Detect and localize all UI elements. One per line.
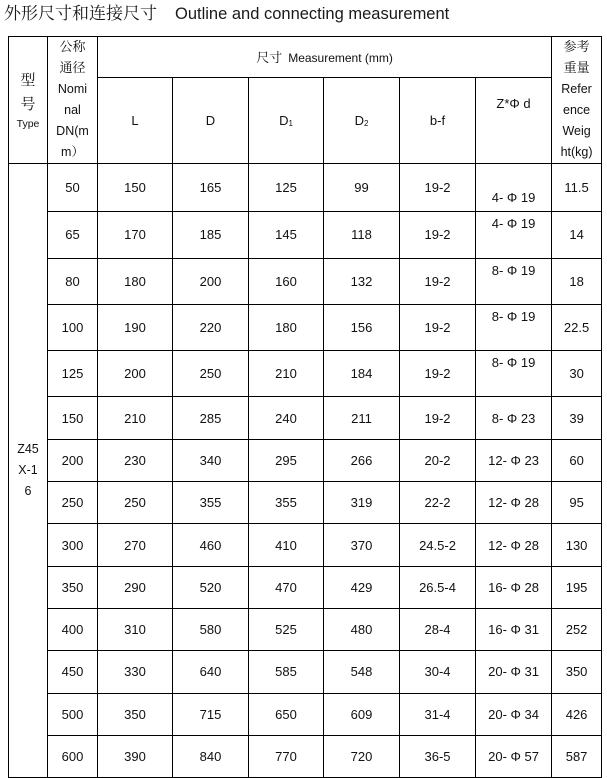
type-value-line-2: X-1 — [18, 463, 38, 478]
cell-D1: 295 — [249, 439, 324, 481]
header-measurement-en: Measurement (mm) — [288, 51, 393, 66]
header-type-zh-2: 号 — [20, 95, 36, 113]
cell-weight: 18 — [552, 258, 602, 304]
header-nominal-en-2: nal — [64, 103, 81, 117]
table-row — [9, 212, 602, 258]
cell-dn: 600 — [48, 735, 98, 777]
header-row-top — [9, 37, 602, 78]
table-row — [9, 566, 602, 608]
cell-zphid: 20- Φ 57 — [476, 735, 552, 777]
header-nominal-zh-2: 通径 — [59, 61, 86, 76]
header-col-D1 — [249, 77, 324, 163]
cell-dn: 450 — [48, 651, 98, 693]
cell-L: 230 — [98, 439, 173, 481]
table-row — [9, 304, 602, 350]
header-col-D1-base: D — [279, 112, 289, 128]
table-row — [9, 651, 602, 693]
cell-D1: 525 — [249, 608, 324, 650]
cell-bf: 20-2 — [400, 439, 476, 481]
cell-L: 390 — [98, 735, 173, 777]
table-row — [9, 351, 602, 397]
header-col-D2 — [324, 77, 400, 163]
cell-L: 310 — [98, 608, 173, 650]
header-col-zphid: Z*Φ d — [476, 77, 552, 163]
cell-D1: 770 — [249, 735, 324, 777]
header-measurement-zh: 尺寸 — [256, 50, 283, 66]
cell-D: 520 — [173, 566, 249, 608]
cell-zphid: 16- Φ 31 — [476, 608, 552, 650]
header-weight-zh-2: 重量 — [563, 61, 590, 76]
cell-weight: 30 — [552, 351, 602, 397]
cell-bf: 19-2 — [400, 258, 476, 304]
cell-D2: 211 — [324, 397, 400, 439]
cell-dn: 50 — [48, 164, 98, 212]
cell-L: 190 — [98, 304, 173, 350]
cell-D1: 470 — [249, 566, 324, 608]
cell-zphid: 4- Φ 19 — [476, 212, 552, 258]
cell-weight: 60 — [552, 439, 602, 481]
header-type-en: Type — [16, 118, 40, 130]
cell-zphid: 8- Φ 19 — [476, 351, 552, 397]
table-row — [9, 482, 602, 524]
cell-D: 340 — [173, 439, 249, 481]
cell-bf: 19-2 — [400, 212, 476, 258]
page-title-zh: 外形尺寸和连接尺寸 — [4, 4, 157, 24]
cell-L: 290 — [98, 566, 173, 608]
cell-L: 180 — [98, 258, 173, 304]
cell-D: 840 — [173, 735, 249, 777]
cell-bf: 36-5 — [400, 735, 476, 777]
cell-D2: 319 — [324, 482, 400, 524]
cell-weight: 39 — [552, 397, 602, 439]
cell-weight: 426 — [552, 693, 602, 735]
cell-L: 150 — [98, 164, 173, 212]
cell-D: 580 — [173, 608, 249, 650]
header-col-L: L — [98, 77, 173, 163]
header-nominal — [48, 37, 98, 164]
cell-dn: 100 — [48, 304, 98, 350]
cell-weight: 14 — [552, 212, 602, 258]
type-value-line-1: Z45 — [17, 442, 39, 457]
cell-D1: 125 — [249, 164, 324, 212]
header-col-D2-base: D — [354, 112, 364, 128]
table-row — [9, 524, 602, 566]
table-row — [9, 439, 602, 481]
cell-zphid: 8- Φ 19 — [476, 258, 552, 304]
header-weight-zh-1: 参考 — [563, 40, 590, 55]
table-row — [9, 608, 602, 650]
cell-D1: 585 — [249, 651, 324, 693]
header-nominal-en-1: Nomi — [57, 82, 88, 96]
cell-D1: 240 — [249, 397, 324, 439]
cell-L: 170 — [98, 212, 173, 258]
cell-D1: 210 — [249, 351, 324, 397]
cell-D: 165 — [173, 164, 249, 212]
cell-D2: 156 — [324, 304, 400, 350]
cell-L: 210 — [98, 397, 173, 439]
header-type — [9, 37, 48, 164]
header-measurement — [98, 37, 552, 78]
cell-zphid: 12- Φ 23 — [476, 439, 552, 481]
cell-dn: 80 — [48, 258, 98, 304]
cell-L: 330 — [98, 651, 173, 693]
cell-bf: 26.5-4 — [400, 566, 476, 608]
cell-dn: 250 — [48, 482, 98, 524]
cell-D1: 355 — [249, 482, 324, 524]
cell-bf: 19-2 — [400, 351, 476, 397]
cell-L: 200 — [98, 351, 173, 397]
cell-dn: 350 — [48, 566, 98, 608]
header-col-D1-sub: 1 — [288, 118, 293, 128]
cell-weight: 587 — [552, 735, 602, 777]
table-row — [9, 693, 602, 735]
cell-bf: 28-4 — [400, 608, 476, 650]
cell-D2: 266 — [324, 439, 400, 481]
table-row — [9, 397, 602, 439]
cell-weight: 95 — [552, 482, 602, 524]
cell-dn: 125 — [48, 351, 98, 397]
cell-D: 250 — [173, 351, 249, 397]
cell-bf: 19-2 — [400, 304, 476, 350]
cell-bf: 31-4 — [400, 693, 476, 735]
cell-weight: 195 — [552, 566, 602, 608]
cell-D1: 650 — [249, 693, 324, 735]
cell-weight: 252 — [552, 608, 602, 650]
header-nominal-en-4: m） — [61, 145, 84, 159]
cell-zphid: 20- Φ 34 — [476, 693, 552, 735]
header-weight-en-1: Refer — [561, 82, 592, 96]
cell-L: 270 — [98, 524, 173, 566]
cell-bf: 30-4 — [400, 651, 476, 693]
cell-D2: 480 — [324, 608, 400, 650]
header-weight — [552, 37, 602, 164]
cell-D1: 180 — [249, 304, 324, 350]
cell-D2: 118 — [324, 212, 400, 258]
cell-dn: 300 — [48, 524, 98, 566]
page-title — [4, 3, 449, 25]
cell-D2: 132 — [324, 258, 400, 304]
cell-D2: 609 — [324, 693, 400, 735]
cell-zphid: 12- Φ 28 — [476, 524, 552, 566]
cell-D1: 410 — [249, 524, 324, 566]
cell-D: 715 — [173, 693, 249, 735]
cell-D1: 145 — [249, 212, 324, 258]
cell-bf: 19-2 — [400, 397, 476, 439]
table-row — [9, 258, 602, 304]
cell-bf: 19-2 — [400, 164, 476, 212]
cell-D: 200 — [173, 258, 249, 304]
cell-D: 355 — [173, 482, 249, 524]
cell-weight: 350 — [552, 651, 602, 693]
header-nominal-zh-1: 公称 — [59, 40, 86, 55]
header-type-zh-1: 型 — [20, 71, 36, 89]
header-col-D: D — [173, 77, 249, 163]
cell-D1: 160 — [249, 258, 324, 304]
cell-D2: 720 — [324, 735, 400, 777]
header-weight-en-2: ence — [563, 103, 591, 117]
cell-weight: 11.5 — [552, 164, 602, 212]
header-col-bf: b-f — [400, 77, 476, 163]
type-value-line-3: 6 — [24, 484, 32, 499]
spec-table — [8, 36, 602, 778]
cell-D: 220 — [173, 304, 249, 350]
cell-bf: 22-2 — [400, 482, 476, 524]
header-col-D2-sub: 2 — [363, 118, 369, 128]
cell-weight: 130 — [552, 524, 602, 566]
cell-zphid: 12- Φ 28 — [476, 482, 552, 524]
table-row — [9, 164, 602, 212]
cell-D: 285 — [173, 397, 249, 439]
cell-zphid: 8- Φ 19 — [476, 304, 552, 350]
cell-L: 350 — [98, 693, 173, 735]
header-weight-en-4: ht(kg) — [560, 145, 593, 159]
cell-D2: 548 — [324, 651, 400, 693]
cell-dn: 200 — [48, 439, 98, 481]
page-title-en: Outline and connecting measurement — [175, 5, 450, 23]
cell-zphid: 8- Φ 23 — [476, 397, 552, 439]
cell-zphid: 20- Φ 31 — [476, 651, 552, 693]
cell-zphid: 16- Φ 28 — [476, 566, 552, 608]
cell-dn: 150 — [48, 397, 98, 439]
cell-D: 640 — [173, 651, 249, 693]
table-row — [9, 735, 602, 777]
cell-dn: 65 — [48, 212, 98, 258]
header-weight-en-3: Weig — [562, 124, 591, 138]
cell-D2: 370 — [324, 524, 400, 566]
header-row-bottom — [9, 77, 602, 163]
cell-D2: 429 — [324, 566, 400, 608]
cell-dn: 500 — [48, 693, 98, 735]
cell-zphid: 4- Φ 19 — [476, 164, 552, 212]
cell-dn: 400 — [48, 608, 98, 650]
type-value — [9, 164, 48, 778]
cell-D2: 184 — [324, 351, 400, 397]
cell-weight: 22.5 — [552, 304, 602, 350]
cell-D2: 99 — [324, 164, 400, 212]
cell-bf: 24.5-2 — [400, 524, 476, 566]
cell-D: 460 — [173, 524, 249, 566]
header-nominal-en-3: DN(m — [56, 124, 89, 138]
cell-L: 250 — [98, 482, 173, 524]
cell-D: 185 — [173, 212, 249, 258]
